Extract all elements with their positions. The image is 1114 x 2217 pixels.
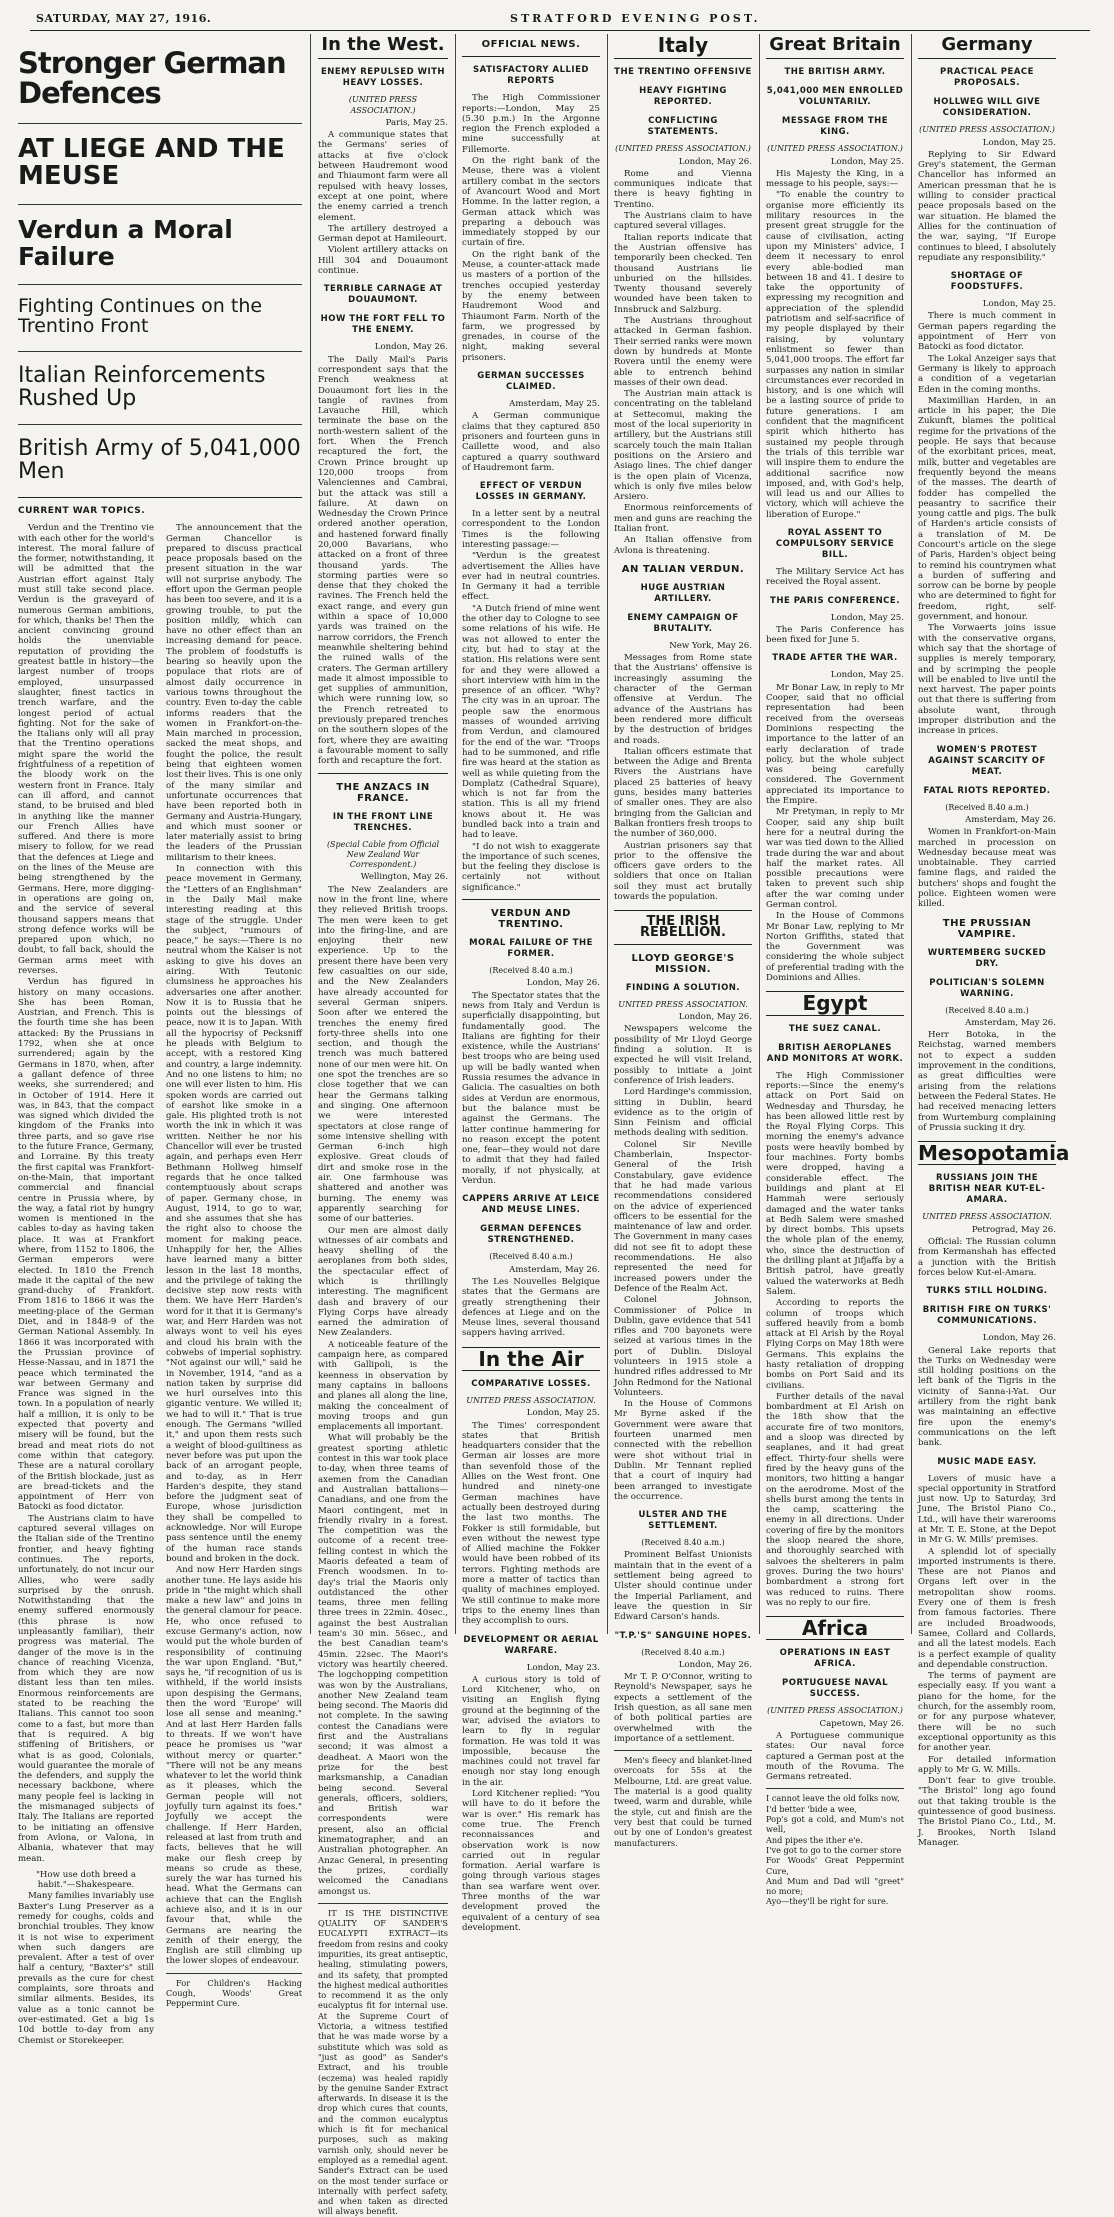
news-agency: (UNITED PRESS ASSOCIATION.): [615, 144, 751, 154]
article-paragraph: In the House of Commons Mr Bonar Law, replying to Mr Norton Griffiths, stated that the Government was considering the whole subject of preferential trading with the Dominions and Allies.: [766, 911, 904, 984]
subhead: THE BRITISH ARMY.: [784, 67, 886, 78]
article-paragraph: Colonel Sir Neville Chamberlain, Inspector-General of the Irish Constabulary, gave evidence that he had made various recommendations considered on the advice of experienced officers to be essential for the maintenance of law and order. The Government in many cases did not see fit to adopt these recommendations. He also represented the need for increased powers under the Defence of the Realm Act.: [614, 1139, 752, 1294]
news-agency: UNITED PRESS ASSOCIATION.: [466, 1395, 596, 1405]
divider: [462, 56, 600, 57]
subhead: POLITICIAN'S SOLEMN WARNING.: [929, 977, 1045, 999]
article-paragraph: A noticeable feature of the campaign here, as compared with Gallipoli, is the keenness in observation by many captains in balloons and planes all along the line, making the concealment of moving troops and gun emplacements all important.: [318, 1339, 448, 1433]
article-paragraph: "A Dutch friend of mine went the other day to Cologne to see some relations of his wife. He was not allowed to enter the city, but had to stay at the station. His relations were sent for and they were allowed a short interview with him in the presence of an officer. "Why? The city was in an uproar. The people saw the enormous masses of wounded arriving from Verdun, and clamoured for the end of the war. "Troops had to be summoned, and rifle fire was heard at the station as well as while quieting from the Domplatz (Cathedral Square), which is not far from the station. This is all my friend knows about it. He was bundled back into a train and had to leave.: [462, 603, 600, 841]
advertisement-poem: [766, 1788, 904, 1906]
dateline: London, May 26.: [678, 1012, 752, 1023]
article-paragraph: Enormous reinforcements of men and guns are reaching the Italian front.: [614, 503, 752, 534]
divider: [918, 58, 1056, 59]
subhead: AN TALIAN VERDUN.: [621, 563, 745, 575]
article-paragraph: The artillery destroyed a German depot at Hamileourt.: [318, 223, 448, 245]
section-title-official: OFFICIAL NEWS.: [481, 39, 581, 50]
subhead: THE SUEZ CANAL.: [788, 1023, 882, 1034]
quotation: "How use doth breed a habit."—Shakespeare.: [35, 1869, 136, 1891]
article-paragraph: Verdun and the Trentino vie with each other for the world's interest. The moral failure of the former, notwithstanding, it will be admitted that the Austrian effort against Italy must still take second place. Verdun is the graveyard of numerous German ambitions, for which, thanks be! Then the ancient convincing ground holds the unenviable reputation of providing the greatest battle in history—the largest number of troops employed, unsurpassed slaughter, finest tactics in trench warfare, and the longest period of actual fighting. Not for the sake of the Italians only will all pray that the Trentino operations might spare the world the frightfulness of a repetition of the bloody work on the western front in France. Italy can ill afford, and cannot stand, to be bruised and bled in anything like the manner our French Allies have suffered. And there is more misery to follow, for we read that the defences at Liege and on the lines of the Meuse are being strengthened by the Germans. Here, more digging-in operations are going on, and the service of several thousand sappers means that strong defence works will be prepared upon which, no doubt, to fall back, should the German arms meet with reverses.: [18, 523, 154, 976]
subhead: HUGE AUSTRIAN ARTILLERY.: [640, 582, 726, 604]
dateline: New York, May 26.: [669, 640, 752, 651]
article-paragraph: The Spectator states that the news from Italy and Verdun is superficially disappointing, but fundamentally good. The Italians are fighting for their existence, while the Austrians' best troops who are being used up will be badly wanted when Russia resumes the advance in Galicia. The casualties on both sides at Verdun are enormous, but the balance must be against the Germans. The latter continue hammering for no reason except the potent one, fear—they would not dare to admit that they had failed morally, if not physically, at Verdun.: [462, 990, 600, 1187]
subhead: EFFECT OF VERDUN LOSSES IN GERMANY.: [475, 481, 587, 503]
war-topics-left: [18, 523, 154, 2047]
article-paragraph: An Italian offensive from Avlona is threatening.: [614, 535, 752, 556]
article-paragraph: In the House of Commons Mr Byrne asked if the Government were aware that fourteen unarmed men connected with the rebellion were shot without trial in Dublin. Mr Tennant replied that a court of inquiry had been arranged to investigate the occurrence.: [614, 1399, 752, 1502]
headline-liege-meuse: AT LIEGE AND THE MEUSE: [18, 123, 302, 191]
subhead: MUSIC MADE EASY.: [937, 1456, 1037, 1467]
dateline: Amsterdam, May 26.: [965, 814, 1056, 825]
subhead: TRADE AFTER THE WAR.: [772, 653, 898, 664]
article-paragraph: The Austrians claim to have captured several villages on the Italian side of the Trentino frontier, and heavy fighting continues. The reports, unfortunately, do not incur our Allies, who were sadly surprised by the onrush. Notwithstanding that the enemy suffered enormously (this phrase is now unpleasantly familiar), their progress was material. The danger of the move is in the chance of reaching Vicenza, from which they are now distant less than ten miles. Enormous reinforcements are stated to be reaching the Italians. This cannot too soon come to a fast, but more than that is required. A big stiffening of Britishers, or what is as good, Colonials, would guarantee the morale of the defenders, and supply the necessary backbone, where many people feel is lacking in the mismanaged subjects of Italy. The Italians are reported to be initiating an offensive from Avlona, or Valona, in Albania, whatever that may mean.: [18, 1513, 154, 1864]
dateline: Petrograd, May 26.: [971, 1224, 1056, 1235]
article-paragraph: "To enable the country to organise more efficiently its military resources in the present great struggle for the cause of civilisation, acting upon my Ministers' advice, I deem it necessary to enrol every able-bodied man between 18 and 41. I desire to take the opportunity of expressing my recognition and appreciation of the splendid patriotism and self-sacrifice of my people displayed by their raising, by voluntary enlistment so fewer than 5,041,000 troops. The effort far surpasses any nation in similar circumstances ever recorded in history, and is one which will be a lasting source of pride to future generations. I am confident that the magnificent spirit which hitherto has sustained my people through the trials of this terrible war will inspire them to endure the additional sacrifice now imposed, and, with God's help, will lead us and our Allies to victory, which will achieve the liberation of Europe.": [766, 190, 904, 520]
poem-line: For Woods' Great Peppermint Cure,: [766, 1855, 904, 1876]
article-paragraph: Italian officers estimate that between the Adige and Brenta Rivers the Austrians have placed 25 batteries of heavy guns, besides many batteries of smaller ones. They are also bringing from the Galician and Balkan frontiers fresh troops to the number of 360,000.: [614, 746, 752, 840]
divider: [318, 58, 448, 59]
headline-italian-reinforcements: Italian Reinforcements Rushed Up: [18, 351, 302, 410]
dateline: London, May 26.: [374, 342, 448, 353]
subhead: DEVELOPMENT OR AERIAL WARFARE.: [463, 1634, 599, 1656]
article-paragraph: Women in Frankfort-on-Main marched in procession on Wednesday because meat was unobtainable. They carried famine flags, and raided the butchers' shops and fought the police. Eighteen women were killed.: [918, 827, 1056, 910]
poem-line: And Mum and Dad will "greet" no more;: [766, 1875, 904, 1897]
subhead-anzacs: THE ANZACS IN FRANCE.: [336, 781, 430, 804]
issue-date: SATURDAY, MAY 27, 1916.: [36, 12, 212, 25]
dateline: London, May 23.: [526, 1662, 600, 1673]
article-paragraph: Herr Botoka, in the Reichstag, warned members not to expect a sudden improvement in the conditions, as great difficulties were arising from the relations between the Federal States. He had received menacing letters from Wurtemburg complaining of Prussia sucking it dry.: [918, 1030, 1056, 1133]
subhead: HOLLWEG WILL GIVE CONSIDERATION.: [933, 97, 1041, 119]
dateline: London, May 25.: [830, 612, 904, 623]
article-paragraph: Official: The Russian column from Kermanshah has effected a junction with the British forces below Kut-el-Amara.: [918, 1237, 1056, 1278]
poem-line: I'd better 'bide a wee,: [766, 1803, 857, 1814]
section-title-west: In the West.: [321, 34, 445, 55]
news-agency: (UNITED PRESS ASSOCIATION.): [767, 1706, 903, 1716]
article-paragraph: Colonel Johnson, Commissioner of Police in Dublin, gave evidence that 541 rifles and 700 bayonets were seized at various times in the port of Dublin. Disloyal volunteers in 1915 stole a hundred rifles addressed to Mr John Redmond for the National Volunteers.: [614, 1295, 752, 1398]
section-title-irish-rebellion: THE IRISH REBELLION.: [614, 910, 752, 945]
poem-line: I've got to go to the corner store: [766, 1844, 902, 1855]
article-paragraph: The Times' correspondent states that British headquarters consider that the German air losses are more than sevenfold those of the Allies on the West front. One hundred and ninety-one German machines have actually been destroyed during the last two months. The Fokker is still formidable, but even without the newest type of Allied machine the Fokker would have been robbed of its terrors. Fighting methods are more a matter of tactics than quality of machines employed. We still continue to make more trips to the enemy lines than they accomplish to ours.: [462, 1420, 600, 1627]
subhead: SHORTAGE OF FOODSTUFFS.: [950, 271, 1024, 293]
news-agency: (UNITED PRESS ASSOCIATION.): [348, 95, 418, 115]
subhead: TERRIBLE CARNAGE AT DOUAUMONT.: [323, 284, 443, 306]
masthead: [30, 8, 1090, 31]
article-paragraph: What will probably be the greatest sporting athletic contest in this war took place to-day, when three teams of axemen from the Canadian and Australian battalions—Canadians, and one from the Maori contingent, met in friendly rivalry in a forest. The competition was the outcome of a recent tree-felling contest in which the Maoris defeated a team of French woodsmen. In to-day's trial the Maoris only outdistanced the other teams, three men felling three trees in 22min. 40sec., against the best Australian team's 30 min. 56sec., and the best Canadian team's 45min. 22sec. The Maori's victory was heartily cheered. The logchopping competition was won by the Australians, another New Zealand team being second. The Maoris did not complete. In the sawing contest the Canadians were first and the Australians second; it was almost a deadheat. A Maori won the prize for the best marksmanship, a Canadian being second. Several generals, officers, soldiers, and British war correspondents were present, also an official kinematographer, and an Australian photographer. An Anzac General, in presenting the prizes, cordially welcomed the Canadians amongst us.: [318, 1433, 448, 1897]
received-time: (Received 8.40 a.m.): [641, 1538, 725, 1548]
subhead: VERDUN AND TRENTINO.: [491, 908, 571, 931]
poem-line: I cannot leave the old folks now,: [766, 1793, 900, 1804]
headline-verdun-failure: Verdun a Moral Failure: [18, 204, 302, 270]
article-paragraph: A splendid lot of specially imported instruments is there. These are not Pianos and Organs left over in the metropolitan show rooms. Every one of them is fresh from famous factories. There are included Broadwoods, Samee, Collard and Collards, and all the latest models. Each is a perfect example of quality and dependable construction.: [918, 1546, 1056, 1670]
advertisement-overcoats: Men's fleecy and blanket-lined overcoats for 55s at the Melbourne, Ltd. are great value. The material is a good quality tweed, warm and durable, while the style, cut and finish are the very best that could be turned out by one of London's greatest manufacturers.: [614, 1750, 752, 1848]
subhead: COMPARATIVE LOSSES.: [471, 1378, 591, 1389]
article-paragraph: The High Commissioner reports:—London, May 25 (5.30 p.m.) In the Argonne region the French exploded a mine successfully at Fillemorte.: [462, 93, 600, 155]
article-paragraph: The Paris Conference has been fixed for June 5.: [766, 624, 904, 646]
subhead: WOMEN'S PROTEST AGAINST SCARCITY OF MEAT.: [928, 744, 1046, 777]
article-paragraph: Further details of the naval bombardment at El Arish on the 18th show that the accurate fire of two monitors, and a sloop was directed by seaplanes, and it had great effect. Thirty-four shells were fired by the heavy guns of the monitors, two hitting a hangar on the aerodrome. Most of the shells burst among the tents in the camp, scattering the enemy in all directions. Under covering of fire by the monitors the sloop neared the shore, and thoroughly searched with salvoes the shelterers in palm groves. During the two hours' bombardment a strong fort was reduced to ruins. There was no reply to our fire.: [766, 1391, 904, 1608]
subhead: MORAL FAILURE OF THE FORMER.: [469, 938, 593, 960]
official-news-column: [456, 34, 606, 1933]
article-paragraph: Lord Kitchener replied: "You will have to do it before the war is over." His remark has come true. The French reconnaissances and observation work is now carried out in regular formation. Aerial warfare is going through various stages than sea warfare went over. Three months of the war development proved the equivalent of a century of sea development.: [462, 1789, 600, 1933]
advertisement-woods: For Children's Hacking Cough, Woods' Great Peppermint Cure.: [166, 1973, 302, 2009]
headline-british-army: British Army of 5,041,000 Men: [18, 424, 302, 498]
front-page-column: [12, 34, 308, 2046]
subhead: PORTUGUESE NAVAL SUCCESS.: [781, 1678, 888, 1700]
article-paragraph: The Les Nouvelles Belgique states that the Germans are greatly strengthening their defences at Liege and on the Meuse lines, several thousand sappers having arrived.: [462, 1276, 600, 1339]
divider: [318, 773, 448, 774]
dateline: Amsterdam, May 26.: [509, 1264, 600, 1275]
war-topics-right: [166, 523, 302, 2047]
article-paragraph: The announcement that the German Chancellor is prepared to discuss practical peace proposals based on the present situation in the war will not surprise anybody. The effort upon the German people has been too severe, and it is a growing trouble, to put the position mildly, which can have no other effect than an increasing demand for peace. The problem of foodstuffs is bearing so heavily upon the populace that riots are of almost daily occurrence in various towns throughout the country. Even to-day the cable informs readers that the women in Frankfort-on-the-Main marched in procession, sacked the meat shops, and fought the police, the result being that eighteen women lost their lives. This is one only of the many similar and unfortunate occurrences that have been reported both in Germany and Austria-Hungary, and which must sooner or later materially assist to bring the leaders of the Prussian militarism to their knees.: [166, 523, 302, 863]
news-agency: UNITED PRESS ASSOCIATION.: [618, 999, 748, 1009]
section-title-mesopotamia: Mesopotamia: [918, 1141, 1070, 1166]
received-time: (Received 8.40 a.m.): [945, 802, 1029, 812]
newspaper-name: STRATFORD EVENING POST.: [510, 12, 761, 25]
article-paragraph: The terms of payment are especially easy. If you want a piano for the home, for the church, for the assembly room, or for any purpose whatever, there will be no such exceptional opportunity as this for another year.: [918, 1671, 1056, 1754]
subhead: THE PRUSSIAN VAMPIRE.: [942, 917, 1032, 940]
dateline: Capetown, May 26.: [819, 1718, 904, 1729]
poem-line: Pop's got a cold, and Mum's not well,: [766, 1814, 904, 1835]
article-paragraph: The Austrians claim to have captured several villages.: [614, 211, 752, 232]
article-paragraph: A Portuguese communique states: Our naval force captured a German post at the mouth of the Rovuma. The Germans retreated.: [766, 1731, 904, 1783]
advertisement-baxter: Many families invariably use Baxter's Lung Preserver as a remedy for coughs, colds and bronchial troubles. They know it is not wise to experiment when such dangers are prevalent. After a test of over half a century, "Baxter's" still prevails as the cure for chest complaints, sore throats and similar ailments. Besides, its value as a tonic cannot be over-estimated. Get a big 1s 10d bottle to-day from any Chemist or Storekeeper.: [18, 1891, 154, 2046]
article-paragraph: Mr T. P. O'Connor, writing to Reynold's Newspaper, says he expects a settlement of the Irish question, as all sane men of both political parties are overwhelmed with the importance of a settlement.: [614, 1672, 752, 1744]
dateline: London, May 26.: [678, 156, 752, 167]
advertisement-sanders: IT IS THE DISTINCTIVE QUALITY OF SANDER'S EUCALYPTI EXTRACT—its freedom from resins and cooky impurities, its great antiseptic, healing, stimulating powers, and its safety, that prompted the highest medical authorities to recommend it as the only eucalyptus fit for internal use. At the Supreme Court of Victoria, a witness testified that he was made worse by a substitute which was sold as "just as good" as Sander's Extract, and his trouble (eczema) was healed rapidly by the genuine Sander Extract afterwards. In disease it is the drop which cures that counts, and the common eucalyptus which is fit for mechanical purposes, such as making varnish only, should never be employed as a remedial agent. Sander's Extract can be used on the most tender surface or internally with perfect safety, and when taken as directed will always benefit.: [318, 1903, 448, 2217]
dateline: London, May 26.: [678, 1659, 752, 1670]
article-paragraph: The Austrian main attack is concentrating on the tableland at Settecomui, making the most of the local superiority in artillery, but the Austrians still scarcely touch the main Italian positions on the Arsiero and Asiago lines. The chief danger is the open plain of Vicenza, which is only five miles below Arsiero.: [614, 389, 752, 503]
subhead: LLOYD GEORGE'S MISSION.: [631, 952, 735, 975]
article-paragraph: Austrian prisoners say that prior to the offensive the officers gave orders to the soldiers that once on Italian soil they must act brutally towards the population.: [614, 840, 752, 902]
section-title-italy: Italy: [657, 33, 709, 57]
article-paragraph: Mr Bonar Law, in reply to Mr Cooper, said that no official representation had been received from the overseas Dominions respecting the importance to the latter of an early declaration of trade policy, but the whole subject was being carefully considered. The Government appreciated its importance to the Empire.: [766, 682, 904, 807]
dateline: London, May 25.: [830, 670, 904, 681]
article-paragraph: The New Zealanders are now in the front line, where they relieved British troops. The men were keen to get into the firing-line, and are enjoying their new experience. Up to the present there have been very few casualties on our side, and the New Zealanders have already accounted for several German snipers. Soon after we entered the trenches the enemy fired forty-three shells into one section, and though the trench was much battered none of our men were hit. On one spot the trenches are so close together that we can hear the Germans talking and singing. One afternoon we were interested spectators at close range of some intensive shelling with German 6-inch high explosive. Great clouds of dirt and smoke rose in the air. One farmhouse was shattered and another was burning. The enemy was apparently searching for some of our batteries.: [318, 884, 448, 1225]
dateline: Amsterdam, May 25.: [509, 399, 600, 410]
italy-column: [608, 33, 758, 1848]
article-paragraph: For detailed information apply to Mr G. W. Mills.: [918, 1754, 1056, 1775]
article-paragraph: And now Herr Harden sings another tune. He lays aside his pride in "the might which shall make a new law" and joins in the general clamour for peace. He, who once refused to excuse Germany's action, now would put the whole burden of responsibility of continuing the war upon England. "But," says he, "if recognition of us is withheld, if the world insists upon despising the Germans, then the word 'Europe' will lose all sense and meaning." And at last Herr Harden falls to threats. If we won't have peace he promises us "war without mercy or quarter." "There will not be any means whatever to let the world think as it pleases, which the German people will not joyfully turn against its foes." Joyfully we accept the challenge. If Herr Harden, released at last from truth and facts, believes that he will make our flesh creep by means so crude as these, surely the war has turned his head. What the Germans can achieve that can the English achieve also, and it is in our favour that, while the Germans are nearing the zenith of their energy, the English are still climbing up the lower slopes of endeavour.: [166, 1565, 302, 1967]
article-paragraph: Prominent Belfast Unionists maintain that in the event of a settlement being agreed to Ulster should continue under the Imperial Parliament, and leave the question in Sir Edward Carson's hands.: [614, 1550, 752, 1623]
dateline: London, May 25.: [526, 1408, 600, 1419]
subhead: ROYAL ASSENT TO COMPULSORY SERVICE BILL.: [775, 527, 895, 560]
dateline: Wellington, May 26.: [360, 872, 448, 883]
subhead: CAPPERS ARRIVE AT LEICE AND MEUSE LINES.: [462, 1194, 600, 1216]
news-agency: UNITED PRESS ASSOCIATION.: [922, 1212, 1052, 1222]
article-paragraph: Lord Hardinge's commission, sitting in Dublin, heard evidence as to the origin of Sinn Feinism and official methods dealing with sedition.: [614, 1087, 752, 1139]
article-paragraph: The Austrians throughout attacked in German fashion. Their serried ranks were mown down by hundreds at Monte Rovera until the enemy were able to entrench behind masses of their own dead.: [614, 316, 752, 388]
subhead: GERMAN SUCCESSES CLAIMED.: [477, 371, 585, 393]
article-paragraph: Don't fear to give trouble. "The Bristol" long ago found out that taking trouble is the quintessence of good business. The Bristol Piano Co., Ltd., M. J. Brookes, North Island Manager.: [918, 1776, 1056, 1848]
subhead: HEAVY FIGHTING REPORTED.: [639, 86, 727, 108]
dateline: Amsterdam, May 26.: [965, 1017, 1056, 1028]
received-time: (Received 8.40 a.m.): [641, 1647, 725, 1657]
subhead: RUSSIANS JOIN THE BRITISH NEAR KUT-EL-AMARA.: [928, 1173, 1046, 1206]
headline-stronger-defences: Stronger German Defences: [18, 46, 286, 111]
subhead: IN THE FRONT LINE TRENCHES.: [332, 811, 434, 833]
dateline: London, May 26.: [982, 1333, 1056, 1344]
subhead: HOW THE FORT FELL TO THE ENEMY.: [320, 314, 446, 336]
dateline: London, May 25.: [830, 156, 904, 167]
subhead: ENEMY CAMPAIGN OF BRUTALITY.: [627, 612, 739, 634]
article-paragraph: According to reports the column of troops which suffered heavily from a bomb attack at El Arish by the Royal Flying Corps on May 18th were Germans. This explains the hasty retaliation of dropping bombs on Port Said and its civilians.: [766, 1298, 904, 1391]
article-paragraph: Mr Pretyman, in reply to Mr Cooper, said any ship built here for a neutral during the war was tied down to the Allied trade during the war and about half the market rates. All possible precautions were taken to prevent such ship after the war coming under German control.: [766, 807, 904, 910]
news-agency: (UNITED PRESS ASSOCIATION.): [767, 144, 903, 154]
article-paragraph: A curious story is told of Lord Kitchener, who, on visiting an English flying ground at the beginning of the war, advised the aviators to learn to fly in regular formation. He was told it was impossible, because the machines could not travel far enough nor stay long enough in the air.: [462, 1674, 600, 1788]
britain-column: [760, 34, 910, 1907]
section-title-egypt: Egypt: [766, 991, 904, 1015]
war-topics-body: [18, 523, 302, 2047]
article-paragraph: The Lokal Anzeiger says that Germany is likely to approach a condition of a vegetarian Eden in the coming months.: [918, 353, 1056, 395]
article-paragraph: On the right bank of the Meuse, there was a violent artillery combat in the sectors of Avancourt Wood and Mort Homme. In the latter region, a German attack which was preparing a debouch was immediately stopped by our curtain of fire.: [462, 156, 600, 249]
article-paragraph: There is much comment in German papers regarding the appointment of Herr von Batocki as food dictator.: [918, 311, 1056, 353]
received-time: (Received 8.40 a.m.): [489, 966, 573, 976]
subhead: ULSTER AND THE SETTLEMENT.: [638, 1510, 728, 1532]
article-paragraph: A German communique claims that they captured 850 prisoners and fourteen guns in Caillette wood, and also captured a quarry southward of Haudremont farm.: [462, 411, 600, 473]
poem-line: And pipes the ither e'e.: [766, 1834, 863, 1845]
article-paragraph: His Majesty the King, in a message to his people, says:—: [766, 168, 904, 190]
subhead: OPERATIONS IN EAST AFRICA.: [779, 1648, 891, 1670]
germany-column: [912, 34, 1070, 1848]
section-title-air: In the Air: [462, 1347, 600, 1371]
subhead: THE PARIS CONFERENCE.: [770, 595, 900, 606]
subhead: FINDING A SOLUTION.: [625, 982, 741, 993]
dateline: London, May 25.: [982, 137, 1056, 148]
article-paragraph: Rome and Vienna communiques indicate that there is heavy fighting in Trentino.: [614, 168, 752, 210]
section-title-africa: Africa: [766, 1616, 904, 1640]
received-time: (Received 8.40 a.m.): [489, 1252, 573, 1262]
article-paragraph: Replying to Sir Edward Grey's statement, the German Chancellor has informed an American pressman that he is willing to consider practical peace proposals based on the war situation. He blamed the Allies for the continuation of the war, saying, "If Europe continues to bleed, I absolutely repudiate any responsibility.": [918, 149, 1056, 263]
subhead: CONFLICTING STATEMENTS.: [647, 116, 719, 138]
column-rule: [310, 34, 311, 1634]
article-paragraph: Maximillian Harden, in an article in his paper, the Die Zukunft, blames the political regime for the privations of the people. He says that because of the exorbitant prices, meat, milk, butter and vegetables are frequently beyond the means of the masses. The dearth of fodder has compelled the peasantry to sacrifice their young cattle and pigs. The bulk of Harden's article consists of a translation of M. De Concourt's article on the siege of Paris, Harden's object being to remind his countrymen what a burden of suffering and sorrow can be borne by people who are determined to fight for freedom, right, self-government, and honour.: [918, 395, 1056, 623]
article-paragraph: General Lake reports that the Turks on Wednesday were still holding positions on the left bank of the Tigris in the vicinity of Sanna-i-Yat. Our artillery from the right bank was maintaining an effective fire upon the enemy's communications on the left bank.: [918, 1345, 1056, 1449]
subhead: BRITISH FIRE ON TURKS' COMMUNICATIONS.: [922, 1305, 1052, 1327]
news-agency: (Special Cable from Official New Zealand War Correspondent.): [326, 839, 440, 870]
subhead: MESSAGE FROM THE KING.: [781, 116, 889, 138]
article-paragraph: The Military Service Act has received the Royal assent.: [766, 566, 904, 588]
subhead: TURKS STILL HOLDING.: [926, 1286, 1048, 1297]
article-paragraph: "Verdun is the greatest advertisement the Allies have ever had in neutral countries. In Germany it had a terrible effect.: [462, 551, 600, 603]
subhead: GERMAN DEFENCES STRENGTHENED.: [480, 1224, 582, 1246]
article-paragraph: Verdun has figured in history on many occasions. She has been Roman, Austrian, and French. This is the fourth time she has been attacked: By the Prussians in 1792, when she at once surrendered; again by the Germans in 1870, when, after a gallant defence of three weeks, she surrendered; and in October of 1914. Here it was, in 843, that the compact was signed which divided the kingdom of the Franks into three parts, and so gave rise to the future France, Germany, and Lorraine. By this treaty the first capital was Frankfort-on-the-Main, that important commercial and financial centre in Prussia where, by the way, a fatal riot by hungry women is mentioned in the cables to-day as having taken place. It was at Frankfort where, from 1152 to 1806, the German emperors were elected. In 1810 the French made it the capital of the new grand-duchy of Frankfort. From 1816 to 1866 it was the meeting-place of the German Diet, and in 1848-9 of the German National Assembly. In 1866 it was incorporated with the Prussian province of Hesse-Nassau, and in 1871 the peace which terminated the war between Germany and France was signed in the town. In a population of nearly half a million, it is only to be expected that poverty and misery will be found, but the bread and meat riots do not come within that category. These are a natural corollary of the British blockade, just as are bread-tickets and the appointment of Herr von Batocki as food dictator.: [18, 977, 154, 1513]
article-paragraph: Messages from Rome state that the Austrians' offensive is increasingly assuming the character of the German offensive at Verdun. The advance of the Austrians has been rendered more difficult by the destruction of bridges and roads.: [614, 653, 752, 746]
subhead: WURTEMBERG SUCKED DRY.: [927, 947, 1047, 969]
subhead: "T.P.'S" SANGUINE HOPES.: [614, 1630, 752, 1641]
dateline: London, May 25.: [982, 299, 1056, 310]
divider: [614, 58, 752, 59]
headline-trentino-fighting: Fighting Continues on the Trentino Front: [18, 284, 302, 337]
subhead: ENEMY REPULSED WITH HEAVY LOSSES.: [320, 67, 446, 89]
article-paragraph: Violent artillery attacks on Hill 304 and Douaumont continue.: [318, 245, 448, 277]
subhead: 5,041,000 MEN ENROLLED VOLUNTARILY.: [766, 86, 904, 108]
article-paragraph: The Daily Mail's Paris correspondent says that the French weakness at Douaumont fort lies in the tangle of ravines from Lavauche Hill, which terminate the base on the north-western salient of the fort. When the French recaptured the fort, the Crown Prince brought up 120,000 troops from Valenciennes and Cambrai, but the attack was still a failure. At dawn on Wednesday the Crown Prince ordered another operation, and hastened forward finally 20,000 Bavarians, who attacked on a front of three thousand yards. The storming parties were so dense that they choked the ravines. The French held the exact range, and every gun within a space of 10,000 yards was trained on the narrow corridors, the French meanwhile sheltering behind the ruined walls of the craters. The German artillery made it almost impossible to get supplies of ammunition, which were running low, so the French retreated to previously prepared trenches on the southern slopes of the fort, where they are awaiting a favourable moment to sally forth and recapture the fort.: [318, 354, 448, 767]
subhead: THE TRENTINO OFFENSIVE: [614, 67, 752, 78]
section-title-britain: Great Britain: [769, 34, 901, 55]
article-paragraph: In a letter sent by a neutral correspondent to the London Times is the following interesting passage:—: [462, 509, 600, 550]
divider: [462, 899, 600, 900]
article-paragraph: In connection with this peace movement in Germany, the "Letters of an Englishman" in the Daily Mail make interesting reading at this stage of the struggle. Under the subject, "rumours of peace," he says:—There is no neutral whom the Kaiser is not asking to give his doves an airing. With Teutonic clumsiness he approaches his adversaries one after another. Now it is to Russia that he points out the blessings of peace, now it is to Japan. With all the hypocrisy of Pecksniff he pleads with Belgium to accept, with a restored King and country, a large indemnity. And no one listens to him; no one will ever listen to him. His spoken words are carried out of earshot like smoke in a gale. His plighted troth is not worth the ink in which it was written. Neither he nor his Chancellor will ever be trusted again, and perhaps even Herr Bethmann Hollweg himself regards that he once talked contemptuously about scraps of paper. Germany chose, in August, 1914, to go to war, and she assumes that she has the right also to choose the moment for making peace. Unhappily for her, the Allies have learned many a bitter lesson in the last 18 months, and the privilege of taking the decisive step now rests with them. We have Herr Harden's word for it that it is Germany's war, and Herr Harden was not always wont to veil his eyes and cloud his brain with the cobwebs of imperial sophistry. "Not against our will," said he in November, 1914, "and as a nation taken by surprise did we hurl ourselves into this gigantic venture. We willed it; we had to will it." That is true enough. The Germans "willed it," and upon them rests such a weight of blood-guiltiness as never before was put upon the back of an arrogant people, and to-day, as in Herr Harden's despite, they stand before the judgment seat of Europe, whose jurisdiction they shall be compelled to acknowledge. Nor will Europe pass sentence until the enemy of the human race stands bound and broken in the dock.: [166, 864, 302, 1564]
subhead: BRITISH AEROPLANES AND MONITORS AT WORK.: [766, 1042, 904, 1064]
article-paragraph: The High Commissioner reports:—Since the enemy's attack on Port Said on Wednesday and Thursday, he has been allowed little rest by the Royal Flying Corps. This morning the enemy's advance posts were heavily bombed by four machines. Forty bombs were dropped, having a considerable effect. The buildings and plant at El Hammah were seriously damaged and the water tanks at Bedh Salem were smashed by direct bombs. This upsets the whole plan of the enemy, who, since the destruction of the drilling plant at Jifjaffa by a British patrol, have greatly valued the waterworks at Bedh Salem.: [766, 1070, 904, 1297]
article-paragraph: The Vorwaerts joins issue with the conservative organs, which say that the shortage of supplies is merely temporary, and by scrimping the people will be enabled to live until the next harvest. The paper points out that there is suffering from absolute want, through improper distribution and the increase in prices.: [918, 623, 1056, 737]
dateline: London, May 26.: [526, 978, 600, 989]
article-paragraph: A communique states that the Germans' series of attacks at five o'clock between Haudremont wood and Thiaumont farm were all repulsed with heavy losses, except at one point, where the enemy carried a trench element.: [318, 130, 448, 223]
divider: [766, 58, 904, 59]
article-paragraph: Lovers of music have a special opportunity in Stratford just now. Up to Saturday, 3rd June, The Bristol Piano Co., Ltd., will have their warerooms at Mr. T. E. Stone, at the Depot in Mr G. W. Mills' premises.: [918, 1473, 1056, 1546]
west-column: [312, 34, 454, 2217]
subhead: FATAL RIOTS REPORTED.: [923, 785, 1051, 796]
article-paragraph: On the right bank of the Meuse, a counter-attack made us masters of a portion of the trenches occupied yesterday by the enemy between Haudremont Wood and Thiaumont Farm. North of the farm, we progressed by grenades, in course of the night, making several prisoners.: [462, 249, 600, 363]
poem-line: Ayo—they'll be right for sure.: [766, 1896, 889, 1907]
dateline: Paris, May 25.: [385, 117, 448, 128]
subhead: SATISFACTORY ALLIED REPORTS: [473, 65, 589, 87]
news-agency: (UNITED PRESS ASSOCIATION.): [919, 125, 1055, 135]
section-title-germany: Germany: [941, 34, 1033, 55]
subhead: PRACTICAL PEACE PROPOSALS.: [940, 67, 1034, 89]
received-time: (Received 8.40 a.m.): [945, 1005, 1029, 1015]
article-paragraph: Italian reports indicate that the Austrian offensive has temporarily been checked. Ten thousand Austrians lie unburied on the hillsides. Twenty thousand severely wounded have been taken to Innsbruck and Salzburg.: [614, 232, 752, 315]
article-paragraph: Newspapers welcome the possibility of Mr Lloyd George finding a solution. It is expected he will visit Ireland, possibly to initiate a joint conference of Irish leaders.: [614, 1024, 752, 1086]
article-paragraph: "I do not wish to exaggerate the importance of such scenes, but the feeling they disclose is certainly not without significance.": [462, 841, 600, 893]
section-title-war-topics: CURRENT WAR TOPICS.: [18, 506, 146, 517]
article-paragraph: Our men are almost daily witnesses of air combats and heavy shelling of the aeroplanes from both sides, the spectacular effect of which is thrillingly interesting. The magnificent dash and bravery of our Flying Corps have already earned the admiration of New Zealanders.: [318, 1225, 448, 1339]
